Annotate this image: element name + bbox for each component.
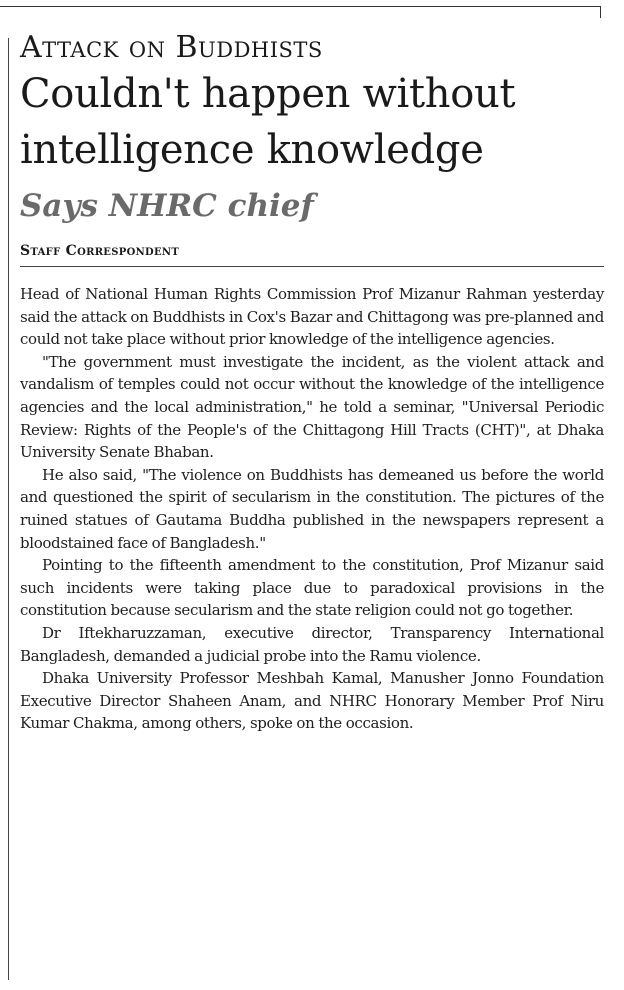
headline-line-2: intelligence knowledge [20,127,484,173]
article-subhead: Says NHRC chief [20,188,314,224]
article-byline: Staff Correspondent [20,240,604,267]
article-paragraph: "The government must investigate the incident, as the violent attack and vandalism of temples could not occur without the knowledge of the intelligence agencies and the local administration," he told a seminar, "Universal Periodic Review: Rights of the People's of the Chittagong Hill Tracts (CHT)", at Dhaka University Senate Bhaban. [20,352,604,462]
left-column-rule [8,38,9,980]
article-paragraph: Pointing to the fifteenth amendment to the constitution, Prof Mizanur said such incidents were taking place due to paradoxical provisions in the constitution because secularism and the state religion could not go together. [20,556,604,620]
right-column-rule [600,6,601,18]
article-kicker: Attack on Buddhists [20,30,323,65]
article-paragraph: Dhaka University Professor Meshbah Kamal, Manusher Jonno Foundation Executive Director Shaheen Anam, and NHRC Honorary Member Prof Niru Kumar Chakma, among others, spoke on the occasion. [20,669,604,733]
top-column-rule [0,6,600,7]
news-article [20,30,608,735]
article-paragraph: Head of National Human Rights Commission Prof Mizanur Rahman yesterday said the attack on Buddhists in Cox's Bazar and Chittagong was pre-planned and could not take place without prior knowledge of the intelligence agencies. [20,285,604,349]
headline-line-1: Couldn't happen without [20,71,516,117]
article-body [20,283,604,735]
article-paragraph: He also said, "The violence on Buddhists has demeaned us before the world and questioned the spirit of secularism in the constitution. The pictures of the ruined statues of Gautama Buddha published in the newspapers represent a bloodstained face of Bangladesh." [20,465,604,552]
article-paragraph: Dr Iftekharuzzaman, executive director, Transparency International Bangladesh, demanded a judicial probe into the Ramu violence. [20,623,604,665]
article-headline [20,66,608,178]
